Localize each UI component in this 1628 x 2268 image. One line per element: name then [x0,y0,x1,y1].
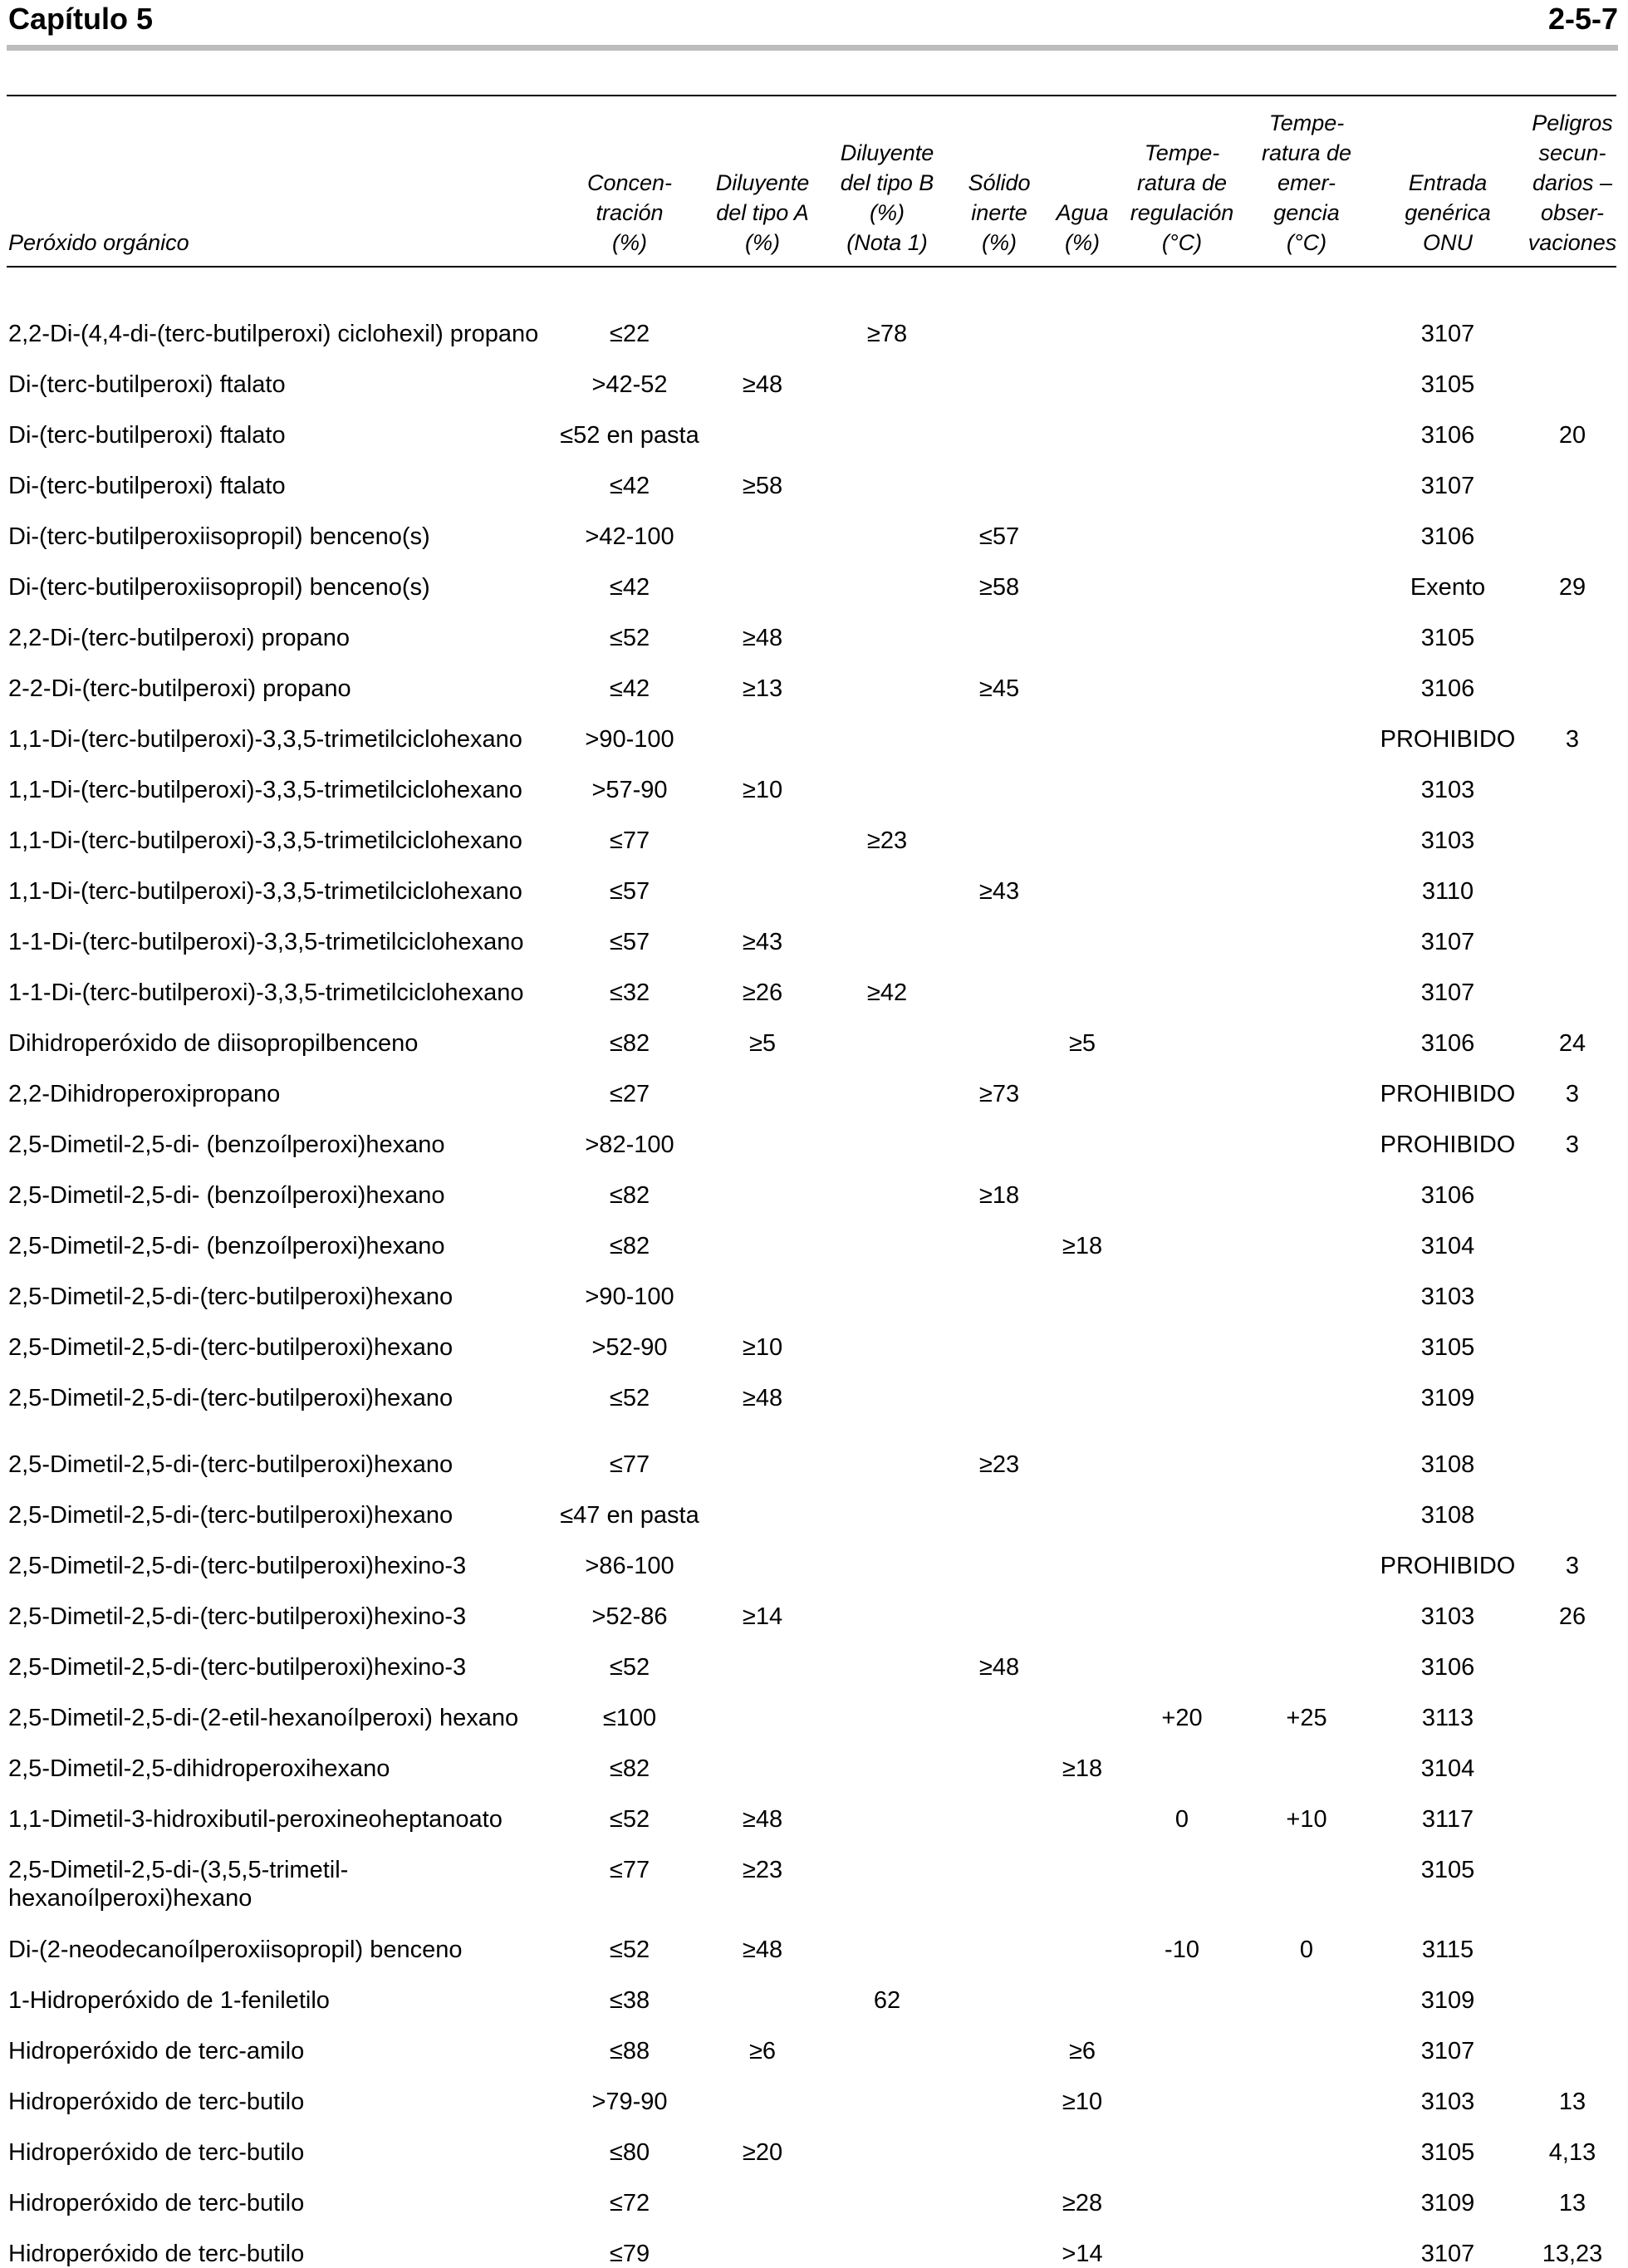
cell-diluyente-a: ≥23 [742,1857,783,1883]
cell-name: Di-(terc-butilperoxi) ftalato [8,422,286,449]
cell-diluyente-a: ≥26 [742,979,783,1006]
cell-concentracion: >82-100 [585,1132,674,1158]
cell-entrada-onu: 3106 [1420,1030,1475,1057]
colhead-peligros: Peligros secun- darios – obser- vaciones [1527,110,1617,255]
cell-name: 2,5-Dimetil-2,5-di-(terc-butilperoxi)hexino-3 [8,1654,467,1681]
header-bottom-rule [7,266,1616,268]
cell-peligros: 4,13 [1548,2139,1596,2166]
cell-name: Hidroperóxido de terc-butilo [8,2089,305,2115]
cell-entrada-onu: 3109 [1420,1385,1475,1411]
cell-diluyente-b: 62 [873,1987,901,2014]
colhead-entrada-onu: Entrada genérica ONU [1405,170,1491,255]
cell-diluyente-a: ≥6 [748,2038,777,2064]
cell-solido-inerte: ≥18 [978,1182,1020,1209]
cell-entrada-onu: 3106 [1420,675,1475,702]
colhead-concentracion: Concen- tración (%) [586,170,673,255]
cell-concentracion: ≤82 [609,1233,650,1259]
cell-name: 2,5-Dimetil-2,5-di- (benzoílperoxi)hexano [8,1233,445,1259]
cell-name: 1,1-Di-(terc-butilperoxi)-3,3,5-trimetilciclohexano [8,777,522,803]
cell-concentracion: >52-90 [591,1334,668,1361]
cell-concentracion: ≤52 en pasta [560,422,699,449]
cell-name: 2-2-Di-(terc-butilperoxi) propano [8,675,351,702]
cell-name: 2,5-Dimetil-2,5-di-(terc-butilperoxi)hexino-3 [8,1603,467,1630]
cell-diluyente-b: ≥42 [866,979,908,1006]
cell-name: 2,5-Dimetil-2,5-di-(terc-butilperoxi)hexano [8,1284,454,1310]
chapter-title: Capítulo 5 [8,2,154,36]
cell-concentracion: ≤88 [609,2038,650,2064]
cell-concentracion: ≤42 [609,574,650,601]
cell-peligros: 13 [1558,2089,1586,2115]
cell-name: 1,1-Di-(terc-butilperoxi)-3,3,5-trimetilciclohexano [8,726,522,753]
cell-entrada-onu: PROHIBIDO [1380,726,1516,753]
cell-solido-inerte: ≥48 [978,1654,1020,1681]
cell-concentracion: >42-52 [591,371,668,398]
cell-entrada-onu: 3105 [1420,2139,1475,2166]
cell-entrada-onu: 3109 [1420,2190,1475,2216]
cell-entrada-onu: 3113 [1421,1705,1474,1731]
cell-name: 2,2-Dihidroperoxipropano [8,1081,281,1107]
cell-temp-emergencia: +25 [1286,1705,1327,1731]
cell-diluyente-a: ≥58 [742,473,783,499]
cell-entrada-onu: 3106 [1420,1182,1475,1209]
cell-entrada-onu: 3104 [1420,1755,1475,1782]
colhead-diluyente-b: Diluyente del tipo B (%) (Nota 1) [840,140,934,255]
colhead-peroxido: Peróxido orgánico [8,230,189,255]
cell-concentracion: ≤52 [609,1385,650,1411]
page-header [8,0,1618,36]
cell-concentracion: ≤57 [609,929,650,955]
cell-name: 2,2-Di-(terc-butilperoxi) propano [8,625,350,651]
cell-diluyente-a: ≥20 [742,2139,783,2166]
cell-peligros: 26 [1558,1603,1586,1630]
cell-name: Di-(terc-butilperoxiisopropil) benceno(s) [8,574,430,601]
cell-entrada-onu: 3103 [1420,2089,1475,2115]
cell-name: Di-(terc-butilperoxi) ftalato [8,371,286,398]
cell-diluyente-a: ≥48 [742,1385,783,1411]
cell-concentracion: >79-90 [591,2089,668,2115]
cell-entrada-onu: 3107 [1420,929,1475,955]
cell-concentracion: ≤72 [609,2190,650,2216]
cell-name: Di-(2-neodecanoílperoxiisopropil) benceno [8,1937,463,1963]
cell-name: 2,5-Dimetil-2,5-di-(terc-butilperoxi)hexano [8,1502,454,1529]
colhead-solido: Sólido inerte (%) [968,170,1031,255]
cell-entrada-onu: 3103 [1420,777,1475,803]
cell-entrada-onu: 3107 [1420,2241,1475,2267]
cell-entrada-onu: PROHIBIDO [1380,1553,1516,1579]
cell-entrada-onu: 3105 [1420,1334,1475,1361]
cell-name: 1,1-Di-(terc-butilperoxi)-3,3,5-trimetilciclohexano [8,878,522,905]
cell-concentracion: ≤42 [609,675,650,702]
cell-name: Hidroperóxido de terc-butilo [8,2241,305,2267]
cell-name: 2,5-Dimetil-2,5-di-(2-etil-hexanoílperoxi) hexano [8,1705,519,1731]
cell-entrada-onu: PROHIBIDO [1380,1132,1516,1158]
cell-concentracion: ≤52 [609,625,650,651]
cell-entrada-onu: 3106 [1420,523,1475,550]
cell-solido-inerte: ≥43 [978,878,1020,905]
cell-entrada-onu: 3108 [1420,1502,1475,1529]
cell-concentracion: >90-100 [585,726,674,753]
cell-name: 1,1-Dimetil-3-hidroxibutil-peroxineoheptanoato [8,1806,503,1833]
cell-name: 1-1-Di-(terc-butilperoxi)-3,3,5-trimetilciclohexano [8,979,524,1006]
cell-solido-inerte: ≥73 [978,1081,1020,1107]
cell-name: Hidroperóxido de terc-amilo [8,2038,305,2064]
cell-name: 2,5-Dimetil-2,5-di-(terc-butilperoxi)hexano [8,1385,454,1411]
cell-agua: ≥18 [1062,1233,1103,1259]
cell-concentracion: ≤27 [609,1081,650,1107]
cell-diluyente-a: ≥10 [742,1334,783,1361]
cell-concentracion: ≤77 [609,827,650,854]
cell-peligros: 13 [1558,2190,1586,2216]
cell-entrada-onu: 3109 [1420,1987,1475,2014]
cell-diluyente-a: ≥48 [742,1806,783,1833]
cell-name: 2,5-Dimetil-2,5-dihidroperoxihexano [8,1755,390,1782]
cell-concentracion: ≤80 [609,2139,650,2166]
cell-peligros: 13,23 [1542,2241,1603,2267]
cell-diluyente-a: ≥48 [742,1937,783,1963]
cell-concentracion: ≤42 [609,473,650,499]
cell-entrada-onu: 3108 [1420,1451,1475,1478]
cell-diluyente-a: ≥10 [742,777,783,803]
cell-name: 2,5-Dimetil-2,5-di-(terc-butilperoxi)hexano [8,1451,454,1478]
cell-entrada-onu: 3105 [1420,1857,1475,1883]
cell-solido-inerte: ≥23 [978,1451,1020,1478]
cell-concentracion: ≤22 [609,321,650,347]
cell-concentracion: ≤32 [609,979,650,1006]
cell-peligros: 24 [1558,1030,1586,1057]
cell-entrada-onu: 3107 [1420,473,1475,499]
cell-solido-inerte: ≥58 [978,574,1020,601]
cell-entrada-onu: 3110 [1421,878,1474,905]
cell-agua: ≥6 [1068,2038,1096,2064]
cell-concentracion: ≤52 [609,1937,650,1963]
cell-name: 1-Hidroperóxido de 1-feniletilo [8,1987,330,2014]
cell-entrada-onu: 3103 [1420,827,1475,854]
cell-agua: ≥28 [1062,2190,1103,2216]
cell-concentracion: ≤57 [609,878,650,905]
cell-name: 2,5-Dimetil-2,5-di-(terc-butilperoxi)hexano [8,1334,454,1361]
cell-name: 2,5-Dimetil-2,5-di-(terc-butilperoxi)hexino-3 [8,1553,467,1579]
cell-concentracion: >42-100 [585,523,674,550]
cell-entrada-onu: 3106 [1420,422,1475,449]
cell-entrada-onu: 3107 [1420,979,1475,1006]
cell-concentracion: ≤77 [609,1451,650,1478]
cell-solido-inerte: ≤57 [978,523,1020,550]
cell-concentracion: ≤47 en pasta [560,1502,699,1529]
cell-peligros: 3 [1565,1081,1580,1107]
cell-entrada-onu: 3107 [1420,321,1475,347]
cell-name: Dihidroperóxido de diisopropilbenceno [8,1030,419,1057]
cell-agua: ≥5 [1068,1030,1096,1057]
cell-entrada-onu: 3106 [1420,1654,1475,1681]
cell-temp-emergencia: +10 [1286,1806,1327,1833]
cell-concentracion: ≤82 [609,1182,650,1209]
cell-entrada-onu: Exento [1410,574,1486,601]
cell-name: 1-1-Di-(terc-butilperoxi)-3,3,5-trimetilciclohexano [8,929,524,955]
cell-diluyente-a: ≥48 [742,371,783,398]
cell-diluyente-b: ≥78 [866,321,908,347]
cell-entrada-onu: 3104 [1420,1233,1475,1259]
header-divider [7,45,1618,51]
cell-temp-emergencia: 0 [1299,1937,1314,1963]
cell-concentracion: ≤52 [609,1654,650,1681]
colhead-agua: Agua (%) [1056,200,1109,255]
cell-diluyente-a: ≥48 [742,625,783,651]
cell-name: Di-(terc-butilperoxiisopropil) benceno(s) [8,523,430,550]
cell-agua: >14 [1062,2241,1103,2267]
cell-name: Hidroperóxido de terc-butilo [8,2190,305,2216]
cell-diluyente-a: ≥13 [742,675,783,702]
colhead-temp-emergencia: Tempe- ratura de emer- gencia (°C) [1261,110,1352,255]
cell-name: Hidroperóxido de terc-butilo [8,2139,305,2166]
cell-peligros: 3 [1565,1553,1580,1579]
cell-concentracion: ≤82 [609,1030,650,1057]
cell-agua: ≥10 [1062,2089,1103,2115]
cell-concentracion: >90-100 [585,1284,674,1310]
cell-entrada-onu: 3117 [1421,1806,1474,1833]
cell-agua: ≥18 [1062,1755,1103,1782]
cell-diluyente-b: ≥23 [866,827,908,854]
cell-concentracion: ≤52 [609,1806,650,1833]
cell-entrada-onu: PROHIBIDO [1380,1081,1516,1107]
cell-concentracion: ≤77 [609,1857,650,1883]
page-number: 2-5-7 [1547,2,1618,36]
cell-peligros: 3 [1565,1132,1580,1158]
cell-name: 2,5-Dimetil-2,5-di-(3,5,5-trimetil-hexanoílperoxi)hexano [8,1857,349,1912]
cell-peligros: 3 [1565,726,1580,753]
cell-name: 1,1-Di-(terc-butilperoxi)-3,3,5-trimetilciclohexano [8,827,522,854]
table-top-rule [7,95,1616,96]
cell-concentracion: ≤100 [602,1705,657,1731]
cell-entrada-onu: 3105 [1420,625,1475,651]
cell-entrada-onu: 3103 [1420,1284,1475,1310]
cell-diluyente-a: ≥5 [748,1030,777,1057]
column-headers [7,100,1616,264]
cell-diluyente-a: ≥43 [742,929,783,955]
cell-temp-regulacion: 0 [1174,1806,1189,1833]
colhead-diluyente-a: Diluyente del tipo A (%) [715,170,810,255]
cell-entrada-onu: 3115 [1421,1937,1474,1963]
cell-entrada-onu: 3107 [1420,2038,1475,2064]
colhead-temp-regulacion: Tempe- ratura de regulación (°C) [1130,140,1234,255]
cell-concentracion: >52-86 [591,1603,668,1630]
cell-concentracion: >57-90 [591,777,668,803]
cell-concentracion: >86-100 [585,1553,674,1579]
cell-concentracion: ≤82 [609,1755,650,1782]
cell-name: 2,5-Dimetil-2,5-di- (benzoílperoxi)hexano [8,1182,445,1209]
cell-name: 2,2-Di-(4,4-di-(terc-butilperoxi) ciclohexil) propano [8,321,539,347]
cell-peligros: 20 [1558,422,1586,449]
cell-concentracion: ≤38 [609,1987,650,2014]
cell-entrada-onu: 3105 [1420,371,1475,398]
cell-entrada-onu: 3103 [1420,1603,1475,1630]
cell-concentracion: ≤79 [609,2241,650,2267]
cell-diluyente-a: ≥14 [742,1603,783,1630]
cell-name: 2,5-Dimetil-2,5-di- (benzoílperoxi)hexano [8,1132,445,1158]
cell-solido-inerte: ≥45 [978,675,1020,702]
cell-name: Di-(terc-butilperoxi) ftalato [8,473,286,499]
cell-temp-regulacion: +20 [1161,1705,1203,1731]
cell-temp-regulacion: -10 [1165,1937,1199,1963]
cell-peligros: 29 [1558,574,1586,601]
